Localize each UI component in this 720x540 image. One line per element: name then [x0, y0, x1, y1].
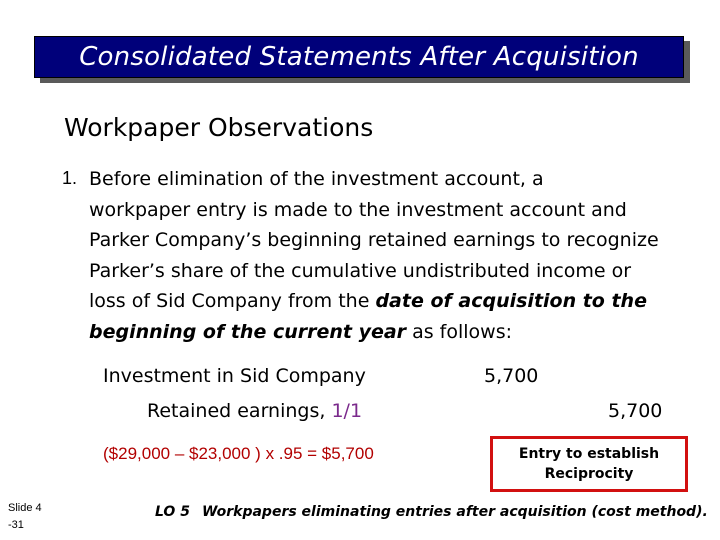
- credit-account-date: 1/1: [331, 400, 363, 422]
- calculation-note: ($29,000 – $23,000 ) x .95 = $5,700: [103, 444, 374, 463]
- paragraph-line: [89, 286, 709, 317]
- callout-line: Entry to establish: [518, 446, 660, 462]
- list-number: 1.: [62, 168, 78, 188]
- section-heading: Workpaper Observations: [64, 113, 374, 142]
- slide-number-line: Slide 4: [8, 502, 42, 514]
- title-bar: [34, 36, 684, 78]
- credit-amount: 5,700: [608, 400, 663, 422]
- paragraph-line: Parker Company’s beginning retained earnings to recognize: [89, 229, 659, 252]
- slide-number: [8, 500, 42, 534]
- paragraph-line: [89, 317, 709, 348]
- lo-label: LO 5: [155, 504, 190, 520]
- credit-account: [147, 400, 362, 422]
- paragraph-text: as follows:: [406, 320, 513, 343]
- paragraph-line: workpaper entry is made to the investment account and: [89, 198, 627, 221]
- reciprocity-callout: [490, 436, 688, 492]
- emphasized-text: date of acquisition to the: [375, 290, 647, 313]
- credit-account-label: Retained earnings,: [147, 400, 332, 422]
- debit-amount: 5,700: [484, 365, 539, 387]
- paragraph-line: Parker’s share of the cumulative undistributed income or: [89, 259, 632, 282]
- slide-number-line: -31: [8, 519, 24, 531]
- callout-line: Reciprocity: [544, 466, 634, 482]
- lo-text: Workpapers eliminating entries after acquisition (cost method).: [201, 504, 708, 520]
- learning-objective-footer: [155, 504, 708, 520]
- debit-account: Investment in Sid Company: [103, 365, 366, 387]
- emphasized-text: beginning of the current year: [89, 320, 407, 343]
- slide-title: Consolidated Statements After Acquisition: [79, 42, 639, 72]
- observation-paragraph: [89, 164, 709, 348]
- paragraph-text: loss of Sid Company from the: [89, 290, 376, 313]
- paragraph-line: Before elimination of the investment account, a: [89, 168, 544, 190]
